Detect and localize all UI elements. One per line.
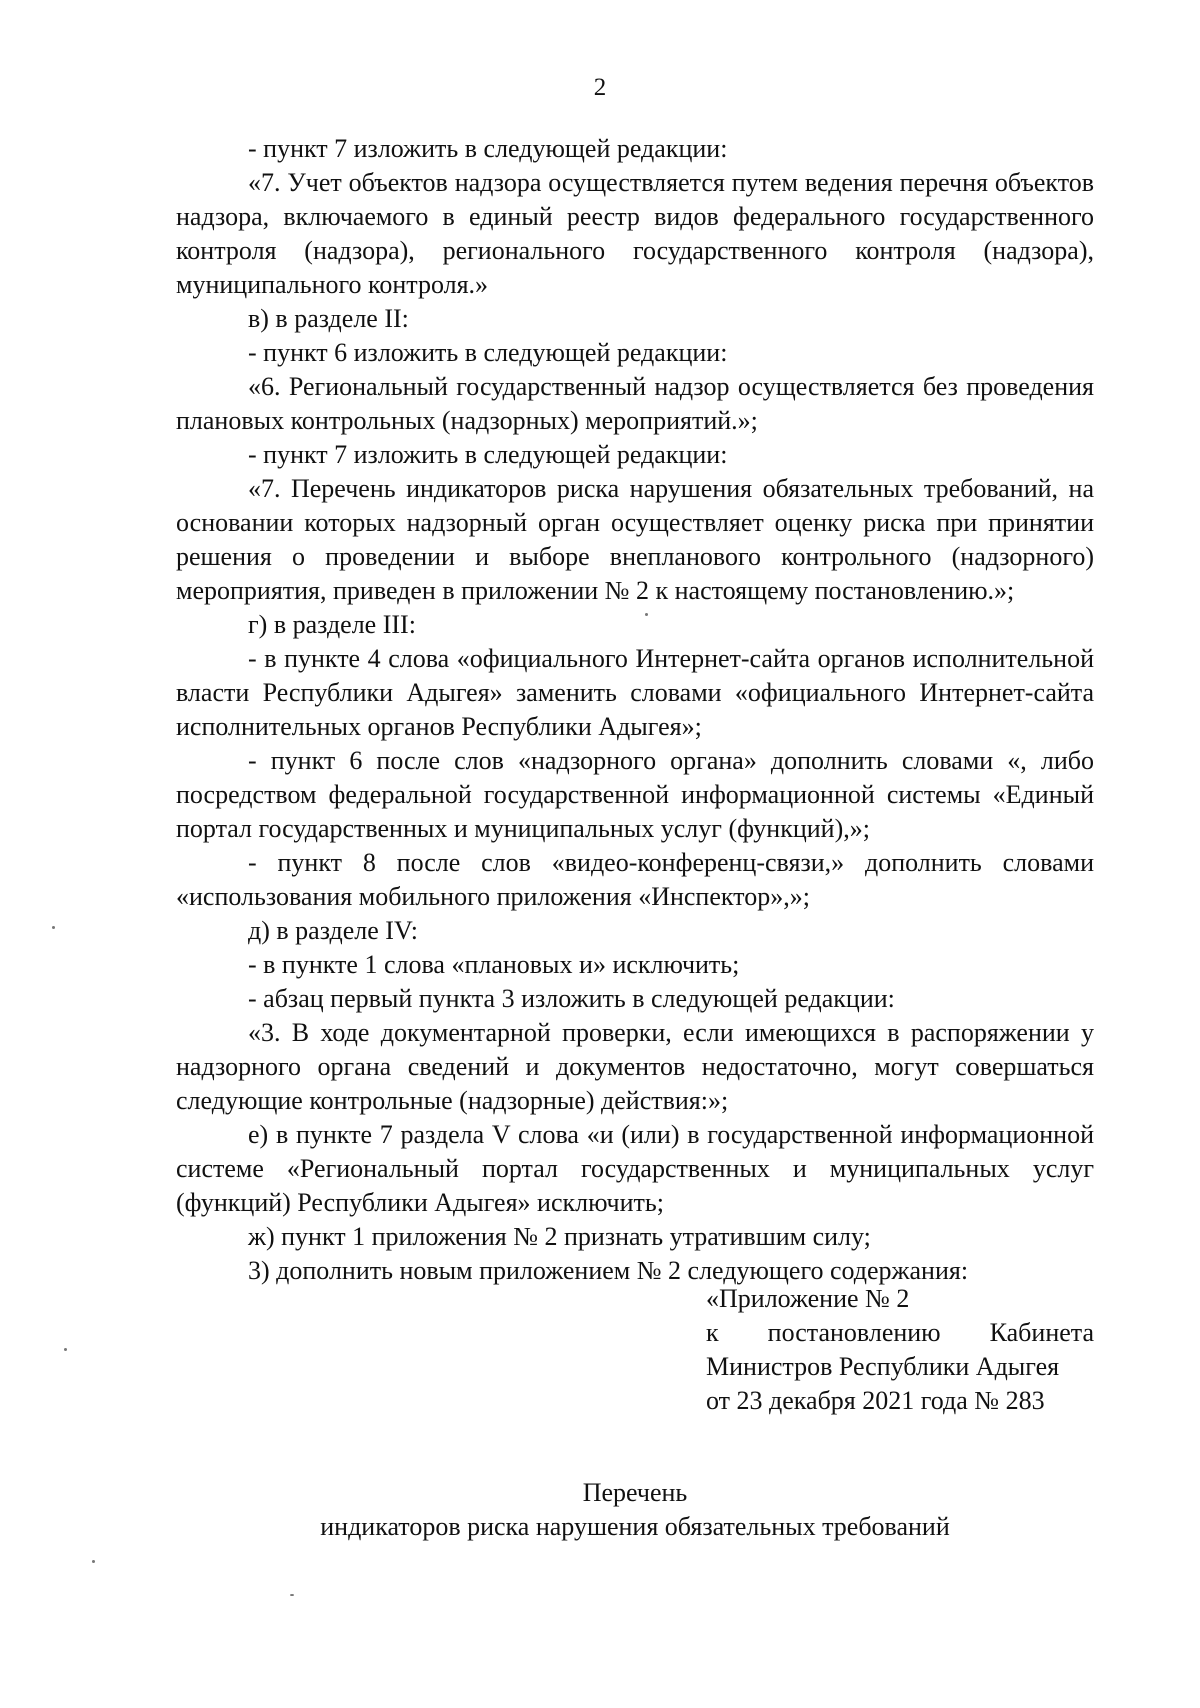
paragraph: д) в разделе IV:	[248, 916, 419, 945]
paragraph: - пункт 7 изложить в следующей редакции:	[248, 134, 728, 163]
scan-speck	[52, 926, 55, 929]
paragraph: е) в пункте 7 раздела V слова «и (или) в государственной информационной системе «Региональный портал государственных и муниципальных услуг (функций) Республики Адыгея» исключить;	[176, 1120, 1094, 1217]
paragraph: «3. В ходе документарной проверки, если имеющихся в распоряжении у надзорного органа сведений и документов недостаточно, могут совершаться следующие контрольные (надзорные) действия:»;	[176, 1018, 1094, 1115]
list-heading-title: Перечень	[582, 1478, 688, 1507]
list-heading-subtitle: индикаторов риска нарушения обязательных требований	[320, 1512, 950, 1541]
paragraph: - в пункте 1 слова «плановых и» исключить;	[248, 950, 740, 979]
appendix-date: от 23 декабря 2021 года № 283	[706, 1386, 1045, 1415]
appendix-block	[706, 1282, 1094, 1418]
appendix-to-word: к	[706, 1318, 719, 1347]
body-text	[176, 132, 1094, 1288]
paragraph: «7. Перечень индикаторов риска нарушения обязательных требований, на основании которых надзорный орган осуществляет оценку риска при принятии решения о проведении и выборе внепланового контрольного (надзорного) мероприятия, приведен в приложении № 2 к настоящему постановлению.»;	[176, 474, 1094, 605]
appendix-to-line	[706, 1316, 1094, 1350]
paragraph: 3) дополнить новым приложением № 2 следующего содержания:	[248, 1256, 969, 1285]
appendix-cabinet-word: Кабинета	[989, 1318, 1094, 1347]
appendix-resolution-word: постановлению	[767, 1318, 941, 1347]
paragraph: ж) пункт 1 приложения № 2 признать утратившим силу;	[248, 1222, 871, 1251]
paragraph: в) в разделе II:	[248, 304, 409, 333]
scan-speck	[64, 1348, 67, 1351]
paragraph: «6. Региональный государственный надзор осуществляется без проведения плановых контрольных (надзорных) мероприятий.»;	[176, 372, 1094, 435]
paragraph: - абзац первый пункта 3 изложить в следующей редакции:	[248, 984, 895, 1013]
paragraph: «7. Учет объектов надзора осуществляется путем ведения перечня объектов надзора, включаемого в единый реестр видов федерального государственного контроля (надзора), регионального государственного контроля (надзора), муниципального контроля.»	[176, 168, 1094, 299]
scan-speck	[645, 613, 648, 616]
paragraph: г) в разделе III:	[248, 610, 416, 639]
page-number: 2	[593, 74, 607, 101]
paragraph: - пункт 7 изложить в следующей редакции:	[248, 440, 728, 469]
scan-speck	[290, 1594, 294, 1596]
paragraph: - пункт 6 изложить в следующей редакции:	[248, 338, 728, 367]
paragraph: - пункт 8 после слов «видео-конференц-связи,» дополнить словами «использования мобильного приложения «Инспектор»,»;	[176, 848, 1094, 911]
paragraph: - пункт 6 после слов «надзорного органа» дополнить словами «, либо посредством федеральной государственной информационной системы «Единый портал государственных и муниципальных услуг (функций),»;	[176, 746, 1094, 843]
scan-speck	[92, 1560, 95, 1563]
appendix-ministers: Министров Республики Адыгея	[706, 1352, 1060, 1381]
paragraph: - в пункте 4 слова «официального Интернет-сайта органов исполнительной власти Республики Адыгея» заменить словами «официального Интернет-сайта исполнительных органов Республики Адыгея»;	[176, 644, 1094, 741]
appendix-title: «Приложение № 2	[706, 1284, 910, 1313]
